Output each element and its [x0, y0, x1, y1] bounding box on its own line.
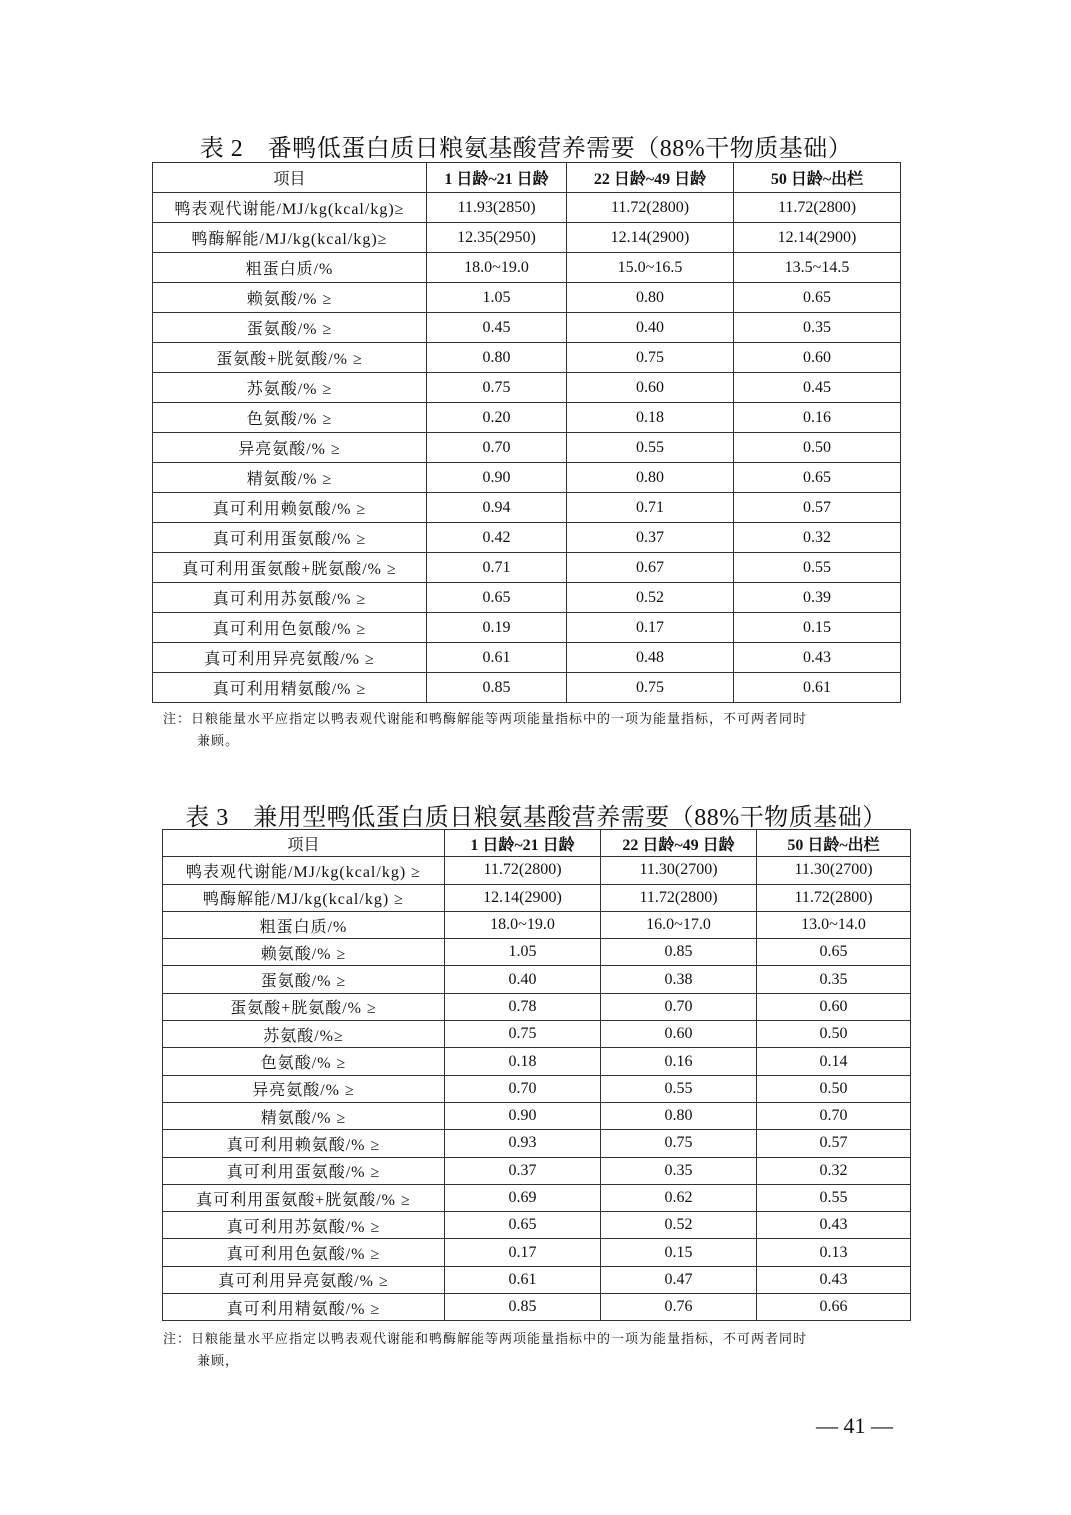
table2-note-line2: 兼顾。: [197, 734, 240, 749]
row-value: 12.14(2900): [445, 884, 601, 911]
row-label: 真可利用蛋氨酸/% ≥: [163, 1157, 445, 1184]
table-row: [153, 643, 901, 673]
row-value: 0.57: [757, 1130, 911, 1157]
table-row: [163, 1102, 911, 1129]
table-row: [153, 343, 901, 373]
row-label: 真可利用精氨酸/% ≥: [153, 673, 427, 703]
row-value: 11.72(2800): [567, 193, 734, 223]
row-value: 16.0~17.0: [601, 911, 757, 938]
row-value: 0.75: [445, 1021, 601, 1048]
row-label: 真可利用赖氨酸/% ≥: [153, 493, 427, 523]
row-value: 0.90: [445, 1102, 601, 1129]
row-value: 0.39: [734, 583, 901, 613]
row-value: 18.0~19.0: [427, 253, 567, 283]
row-value: 0.70: [445, 1075, 601, 1102]
row-value: 12.35(2950): [427, 223, 567, 253]
table-row: [163, 884, 911, 911]
table2-body: [153, 193, 901, 703]
table-row: [163, 1266, 911, 1293]
row-value: 0.52: [567, 583, 734, 613]
row-value: 0.62: [601, 1184, 757, 1211]
row-value: 0.85: [601, 939, 757, 966]
table-row: [153, 613, 901, 643]
table3-header-stage2: 22 日龄~49 日龄: [601, 830, 757, 857]
row-value: 0.69: [445, 1184, 601, 1211]
row-label: 真可利用异亮氨酸/% ≥: [163, 1266, 445, 1293]
table3-body: [163, 857, 911, 1321]
table-row: [153, 463, 901, 493]
row-value: 0.15: [734, 613, 901, 643]
row-value: 1.05: [427, 283, 567, 313]
row-value: 0.50: [757, 1021, 911, 1048]
row-value: 0.61: [445, 1266, 601, 1293]
row-value: 0.13: [757, 1239, 911, 1266]
row-value: 0.55: [567, 433, 734, 463]
table-row: [163, 1157, 911, 1184]
table2-note-line1: 注：日粮能量水平应指定以鸭表观代谢能和鸭酶解能等两项能量指标中的一项为能量指标，不可两者同时: [163, 712, 808, 727]
table-row: [163, 857, 911, 884]
row-value: 0.67: [567, 553, 734, 583]
row-value: 0.90: [427, 463, 567, 493]
row-value: 0.18: [567, 403, 734, 433]
row-label: 鸭表观代谢能/MJ/kg(kcal/kg)≥: [153, 193, 427, 223]
table3-note: [163, 1329, 908, 1373]
row-label: 粗蛋白质/%: [163, 911, 445, 938]
table-row: [163, 1184, 911, 1211]
row-value: 0.75: [567, 343, 734, 373]
row-value: 12.14(2900): [734, 223, 901, 253]
row-value: 0.78: [445, 993, 601, 1020]
row-label: 异亮氨酸/% ≥: [153, 433, 427, 463]
row-value: 0.55: [757, 1184, 911, 1211]
row-value: 0.65: [427, 583, 567, 613]
table-row: [153, 193, 901, 223]
table3-header-item: 项目: [163, 830, 445, 857]
row-value: 13.5~14.5: [734, 253, 901, 283]
row-label: 鸭酶解能/MJ/kg(kcal/kg) ≥: [163, 884, 445, 911]
row-label: 鸭表观代谢能/MJ/kg(kcal/kg) ≥: [163, 857, 445, 884]
row-value: 0.37: [567, 523, 734, 553]
row-label: 粗蛋白质/%: [153, 253, 427, 283]
table2-note: [163, 709, 908, 753]
row-label: 色氨酸/% ≥: [163, 1048, 445, 1075]
table-row: [163, 966, 911, 993]
table-row: [153, 433, 901, 463]
row-label: 蛋氨酸+胱氨酸/% ≥: [153, 343, 427, 373]
table2-title: 表 2 番鸭低蛋白质日粮氨基酸营养需要（88%干物质基础）: [199, 136, 853, 162]
row-value: 0.71: [427, 553, 567, 583]
row-label: 鸭酶解能/MJ/kg(kcal/kg)≥: [153, 223, 427, 253]
row-value: 0.17: [445, 1239, 601, 1266]
row-value: 0.65: [734, 463, 901, 493]
row-value: 11.72(2800): [734, 193, 901, 223]
row-value: 0.19: [427, 613, 567, 643]
row-value: 0.38: [601, 966, 757, 993]
table2-header-row: [153, 163, 901, 193]
table-row: [153, 283, 901, 313]
row-value: 11.93(2850): [427, 193, 567, 223]
row-value: 0.80: [601, 1102, 757, 1129]
row-value: 0.57: [734, 493, 901, 523]
row-label: 真可利用蛋氨酸+胱氨酸/% ≥: [163, 1184, 445, 1211]
table2: [152, 162, 901, 703]
row-label: 色氨酸/% ≥: [153, 403, 427, 433]
table3-header-stage1: 1 日龄~21 日龄: [445, 830, 601, 857]
table-row: [163, 1075, 911, 1102]
table-row: [153, 373, 901, 403]
table2-header-stage1: 1 日龄~21 日龄: [427, 163, 567, 193]
row-label: 真可利用赖氨酸/% ≥: [163, 1130, 445, 1157]
table-row: [163, 911, 911, 938]
row-value: 1.05: [445, 939, 601, 966]
row-label: 真可利用苏氨酸/% ≥: [153, 583, 427, 613]
row-value: 11.30(2700): [757, 857, 911, 884]
row-value: 11.72(2800): [601, 884, 757, 911]
row-value: 0.43: [734, 643, 901, 673]
table-row: [163, 939, 911, 966]
row-label: 真可利用色氨酸/% ≥: [153, 613, 427, 643]
row-label: 真可利用色氨酸/% ≥: [163, 1239, 445, 1266]
row-label: 蛋氨酸/% ≥: [163, 966, 445, 993]
row-value: 0.80: [567, 463, 734, 493]
row-value: 0.60: [734, 343, 901, 373]
row-value: 0.14: [757, 1048, 911, 1075]
row-value: 0.17: [567, 613, 734, 643]
row-value: 0.60: [601, 1021, 757, 1048]
row-label: 异亮氨酸/% ≥: [163, 1075, 445, 1102]
table3-note-line2: 兼顾，: [197, 1354, 240, 1369]
table2-header-stage3: 50 日龄~出栏: [734, 163, 901, 193]
row-label: 蛋氨酸+胱氨酸/% ≥: [163, 993, 445, 1020]
row-value: 0.42: [427, 523, 567, 553]
row-value: 0.70: [757, 1102, 911, 1129]
row-value: 0.20: [427, 403, 567, 433]
row-value: 11.72(2800): [445, 857, 601, 884]
row-value: 12.14(2900): [567, 223, 734, 253]
table-row: [163, 1239, 911, 1266]
row-value: 0.80: [567, 283, 734, 313]
table3-header-row: [163, 830, 911, 857]
row-value: 0.45: [427, 313, 567, 343]
table3-note-line1: 注：日粮能量水平应指定以鸭表观代谢能和鸭酶解能等两项能量指标中的一项为能量指标，不可两者同时: [163, 1332, 808, 1347]
table-row: [163, 1294, 911, 1321]
table-row: [153, 403, 901, 433]
row-value: 0.66: [757, 1294, 911, 1321]
table-row: [153, 313, 901, 343]
row-value: 0.70: [601, 993, 757, 1020]
table3-title: 表 3 兼用型鸭低蛋白质日粮氨基酸营养需要（88%干物质基础）: [185, 805, 887, 831]
row-value: 0.75: [601, 1130, 757, 1157]
row-value: 0.65: [757, 939, 911, 966]
table-row: [163, 1021, 911, 1048]
row-label: 真可利用蛋氨酸+胱氨酸/% ≥: [153, 553, 427, 583]
row-value: 0.93: [445, 1130, 601, 1157]
row-value: 0.40: [445, 966, 601, 993]
row-value: 0.75: [567, 673, 734, 703]
row-value: 0.55: [601, 1075, 757, 1102]
row-value: 0.60: [757, 993, 911, 1020]
row-value: 0.70: [427, 433, 567, 463]
table-row: [163, 993, 911, 1020]
table-row: [163, 1048, 911, 1075]
table2-header-item: 项目: [153, 163, 427, 193]
row-value: 0.16: [734, 403, 901, 433]
row-value: 0.65: [734, 283, 901, 313]
table2-header-stage2: 22 日龄~49 日龄: [567, 163, 734, 193]
row-value: 0.61: [427, 643, 567, 673]
table-row: [153, 253, 901, 283]
table-row: [153, 583, 901, 613]
row-value: 0.40: [567, 313, 734, 343]
row-value: 11.72(2800): [757, 884, 911, 911]
row-label: 精氨酸/% ≥: [153, 463, 427, 493]
row-value: 0.37: [445, 1157, 601, 1184]
row-label: 真可利用苏氨酸/% ≥: [163, 1212, 445, 1239]
table3-header-stage3: 50 日龄~出栏: [757, 830, 911, 857]
row-value: 18.0~19.0: [445, 911, 601, 938]
table-row: [153, 223, 901, 253]
row-label: 蛋氨酸/% ≥: [153, 313, 427, 343]
row-value: 11.30(2700): [601, 857, 757, 884]
table3: [162, 829, 911, 1321]
row-value: 0.45: [734, 373, 901, 403]
row-value: 0.55: [734, 553, 901, 583]
row-label: 真可利用异亮氨酸/% ≥: [153, 643, 427, 673]
row-label: 苏氨酸/% ≥: [153, 373, 427, 403]
table-row: [153, 673, 901, 703]
row-value: 0.52: [601, 1212, 757, 1239]
row-label: 赖氨酸/% ≥: [153, 283, 427, 313]
row-value: 0.76: [601, 1294, 757, 1321]
row-label: 赖氨酸/% ≥: [163, 939, 445, 966]
row-value: 0.94: [427, 493, 567, 523]
row-value: 0.16: [601, 1048, 757, 1075]
row-label: 真可利用精氨酸/% ≥: [163, 1294, 445, 1321]
row-value: 0.32: [734, 523, 901, 553]
row-value: 0.65: [445, 1212, 601, 1239]
row-value: 0.50: [757, 1075, 911, 1102]
page-number: — 41 —: [816, 1413, 893, 1438]
table-row: [153, 553, 901, 583]
row-value: 0.85: [427, 673, 567, 703]
row-value: 13.0~14.0: [757, 911, 911, 938]
row-value: 0.15: [601, 1239, 757, 1266]
row-value: 0.75: [427, 373, 567, 403]
table-row: [163, 1130, 911, 1157]
row-value: 0.50: [734, 433, 901, 463]
row-value: 0.48: [567, 643, 734, 673]
table-row: [153, 523, 901, 553]
table-row: [153, 493, 901, 523]
row-value: 0.43: [757, 1212, 911, 1239]
table-row: [163, 1212, 911, 1239]
row-value: 0.35: [734, 313, 901, 343]
row-value: 0.47: [601, 1266, 757, 1293]
row-value: 0.35: [757, 966, 911, 993]
row-label: 苏氨酸/%≥: [163, 1021, 445, 1048]
row-label: 精氨酸/% ≥: [163, 1102, 445, 1129]
row-value: 0.35: [601, 1157, 757, 1184]
row-value: 0.80: [427, 343, 567, 373]
row-value: 0.32: [757, 1157, 911, 1184]
row-value: 15.0~16.5: [567, 253, 734, 283]
row-value: 0.61: [734, 673, 901, 703]
row-value: 0.85: [445, 1294, 601, 1321]
row-value: 0.18: [445, 1048, 601, 1075]
row-value: 0.43: [757, 1266, 911, 1293]
row-value: 0.60: [567, 373, 734, 403]
row-label: 真可利用蛋氨酸/% ≥: [153, 523, 427, 553]
row-value: 0.71: [567, 493, 734, 523]
